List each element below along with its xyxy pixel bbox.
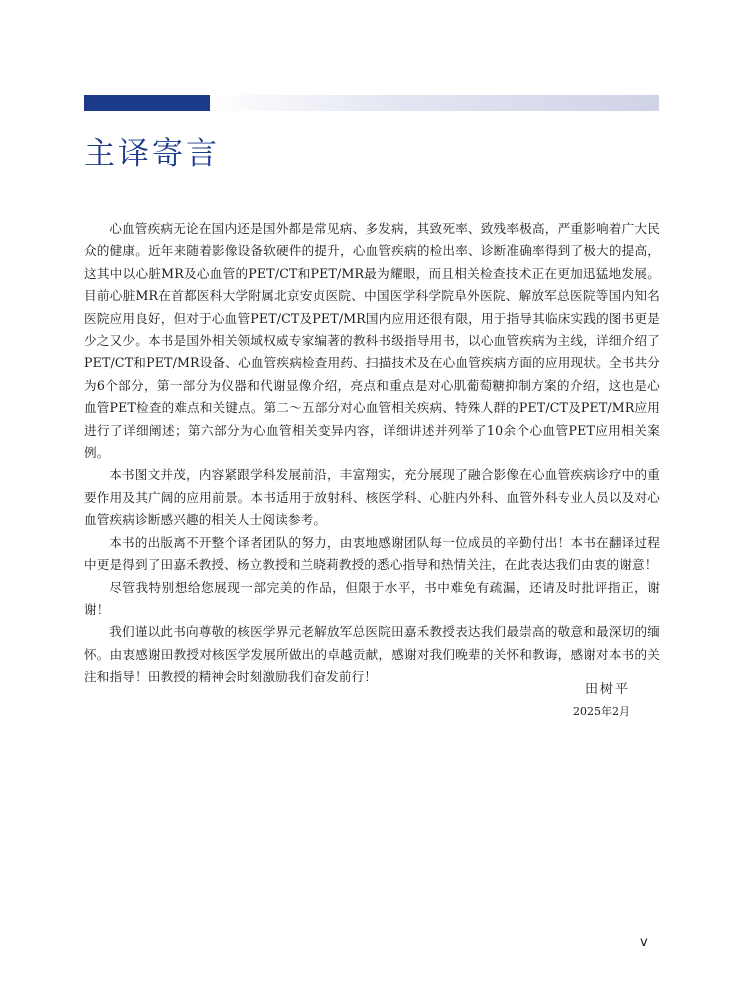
paragraph-2: 本书图文并茂，内容紧跟学科发展前沿，丰富翔实，充分展现了融合影像在心血管疾病诊疗中的重要作用及其广阔的应用前景。本书适用于放射科、核医学科、心脏内外科、血管外科专业人员以及对心血管疾病诊断感兴趣的相关人士阅读参考。 <box>84 467 660 528</box>
signature: 田树平 <box>584 682 630 697</box>
page-number: v <box>640 935 648 950</box>
header-bar-gradient <box>210 95 659 111</box>
header-bar-solid <box>84 95 210 111</box>
header-accent-bar <box>84 95 659 111</box>
paragraph-5: 我们谨以此书向尊敬的核医学界元老解放军总医院田嘉禾教授表达我们最崇高的敬意和最深切的缅怀。由衷感谢田教授对核医学发展所做出的卓越贡献，感谢对我们晚辈的关怀和教诲，感谢对本书的关注和指导！田教授的精神会时刻激励我们奋发前行！ <box>84 624 660 685</box>
date: 2025年2月 <box>573 705 630 718</box>
paragraph-4: 尽管我特别想给您展现一部完美的作品，但限于水平，书中难免有疏漏，还请及时批评指正，谢谢！ <box>84 579 660 617</box>
paragraph-3: 本书的出版离不开整个译者团队的努力，由衷地感谢团队每一位成员的辛勤付出！本书在翻译过程中更是得到了田嘉禾教授、杨立教授和兰晓莉教授的悉心指导和热情关注，在此表达我们由衷的谢意！ <box>84 534 660 573</box>
body-text <box>84 218 660 689</box>
page-title: 主译寄言 <box>84 136 220 172</box>
paragraph-1: 心血管疾病无论在国内还是国外都是常见病、多发病，其致死率、致残率极高，严重影响着广大民众的健康。近年来随着影像设备软硬件的提升，心血管疾病的检出率、诊断准确率得到了极大的提高，这其中以心脏MR及心血管的PET/CT和PET/MR最为耀眼，而且相关检查技术正在更加迅猛地发展。目前心脏MR在首都医科大学附属北京安贞医院、中国医学科学院阜外医院、解放军总医院等国内知名医院应用良好，但对于心血管PET/CT及PET/MR国内应用还很有限，用于指导其临床实践的图书更是少之又少。本书是国外相关领域权威专家编著的教科书级指导用书，以心血管疾病为主线，详细介绍了PET/CT和PET/MR设备、心血管疾病检查用药、扫描技术及在心血管疾病方面的应用现状。全书共分为6个部分，第一部分为仪器和代谢显像介绍，亮点和重点是对心肌葡萄糖抑制方案的介绍，这也是心血管PET检查的难点和关键点。第二～五部分对心血管相关疾病、特殊人群的PET/CT及PET/MR应用进行了详细阐述；第六部分为心血管相关变异内容，详细讲述并列举了10余个心血管PET应用相关案例。 <box>84 221 660 461</box>
